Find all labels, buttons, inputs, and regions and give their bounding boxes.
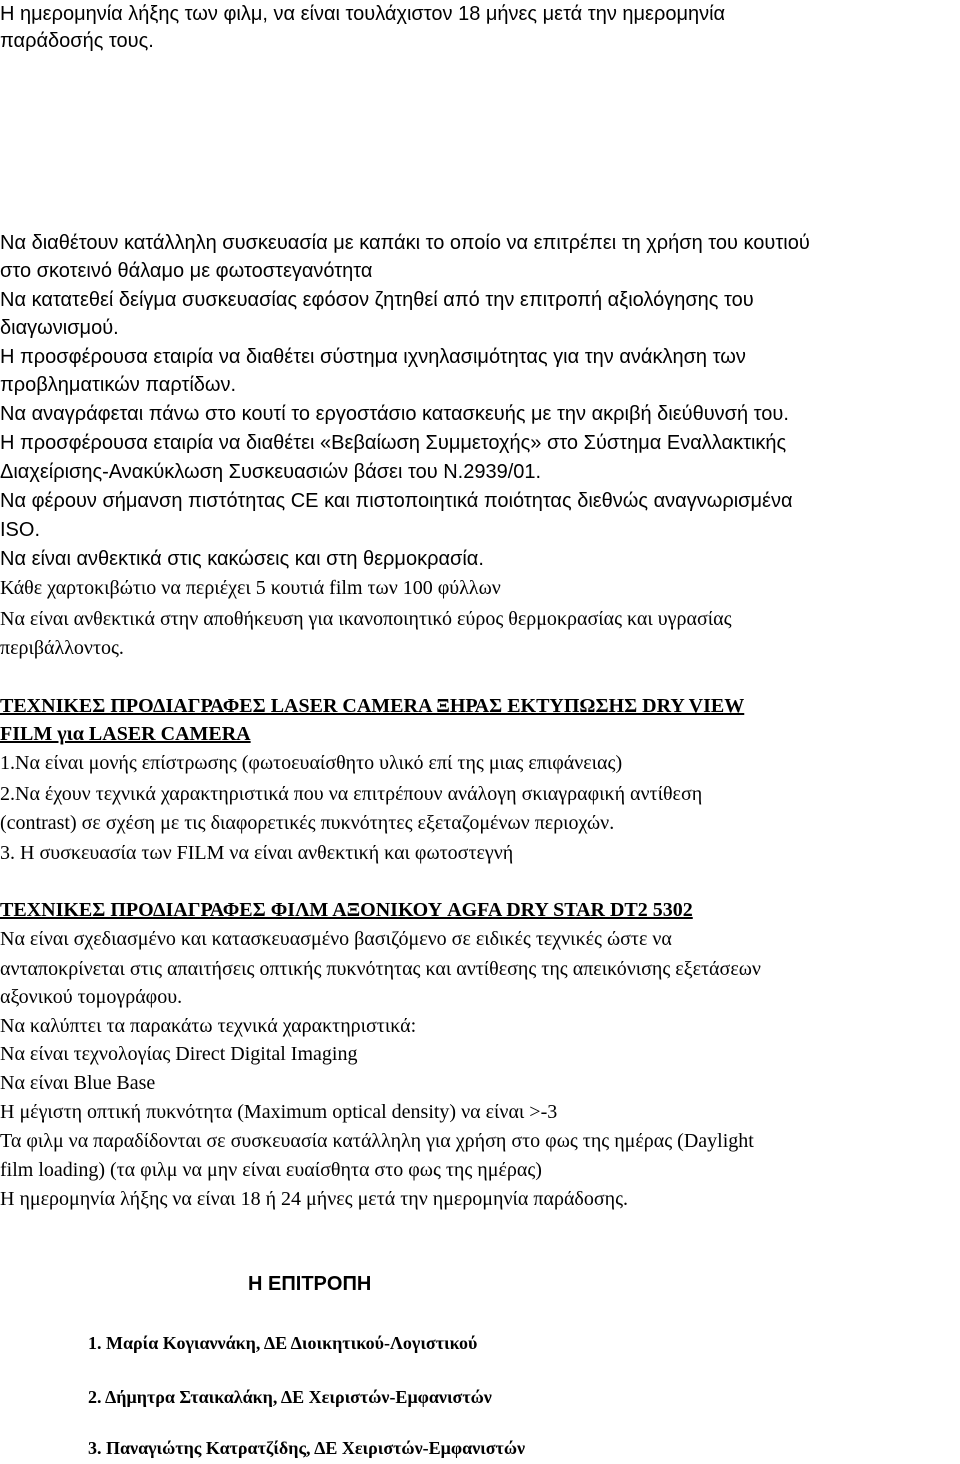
intro-line: Η ημερομηνία λήξης των φιλμ, να είναι τουλάχιστον 18 μήνες μετά την ημερομηνία [0,3,726,25]
requirement-line: Να διαθέτουν κατάλληλη συσκευασία με καπάκι το οποίο να επιτρέπει τη χρήση του κουτιού [0,232,810,254]
spec-line: ανταποκρίνεται στις απαιτήσεις οπτικής πυκνότητας και αντίθεσης της απεικόνισης εξετάσεων [0,958,761,980]
spec-line: Να καλύπτει τα παρακάτω τεχνικά χαρακτηριστικά: [0,1015,417,1037]
requirement-line: στο σκοτεινό θάλαμο με φωτοστεγανότητα [0,260,373,282]
spec-line: 1.Να είναι μονής επίστρωσης (φωτοευαίσθητο υλικό επί της μιας επιφάνειας) [0,752,623,774]
committee-member: 2. Δήμητρα Σταικαλάκη, ΔΕ Χειριστών-Εμφανιστών [88,1387,492,1407]
spec-line: Η ημερομηνία λήξης να είναι 18 ή 24 μήνες μετά την ημερομηνία παράδοσης. [0,1188,629,1210]
intro-line: παράδοσής τους. [0,30,154,52]
committee-title: Η ΕΠΙΤΡΟΠΗ [248,1273,372,1295]
spec-line: Να είναι Blue Base [0,1072,156,1094]
requirement-line: Να είναι ανθεκτικά στις κακώσεις και στη θερμοκρασία. [0,548,484,570]
requirement-line: Να αναγράφεται πάνω στο κουτί το εργοστάσιο κατασκευής με την ακριβή διεύθυνσή του. [0,403,789,425]
requirement-line: ISO. [0,519,41,541]
spec-line: Τα φιλμ να παραδίδονται σε συσκευασία κατάλληλη για χρήση στο φως της ημέρας (Daylight [0,1130,754,1152]
requirement-line: Να είναι ανθεκτικά στην αποθήκευση για ικανοποιητικό εύρος θερμοκρασίας και υγρασίας [0,608,732,630]
spec-line: (contrast) σε σχέση με τις διαφορετικές πυκνότητες εξεταζομένων περιοχών. [0,812,615,834]
section-heading-laser-camera-cont: FILM για LASER CAMERA [0,723,251,745]
requirement-line: Να φέρουν σήμανση πιστότητας CE και πιστοποιητικά ποιότητας διεθνώς αναγνωρισμένα [0,490,793,512]
section-heading-laser-camera: ΤΕΧΝΙΚΕΣ ΠΡΟΔΙΑΓΡΑΦΕΣ LASER CAMERA ΞΗΡΑΣ ΕΚΤΥΠΩΣΗΣ DRY VIEW [0,695,745,717]
committee-member: 3. Παναγιώτης Κατρατζίδης, ΔΕ Χειριστών-Εμφανιστών [88,1438,526,1458]
requirement-line: προβληματικών παρτίδων. [0,374,237,396]
requirement-line: Κάθε χαρτοκιβώτιο να περιέχει 5 κουτιά film των 100 φύλλων [0,577,501,599]
requirement-line: Η προσφέρουσα εταιρία να διαθέτει σύστημα ιχνηλασιμότητας για την ανάκληση των [0,346,746,368]
spec-line: film loading) (τα φιλμ να μην είναι ευαίσθητα στο φως της ημέρας) [0,1159,542,1181]
requirement-line: περιβάλλοντος. [0,637,124,659]
requirement-line: Να κατατεθεί δείγμα συσκευασίας εφόσον ζητηθεί από την επιτροπή αξιολόγησης του [0,289,754,311]
spec-line: Να είναι τεχνολογίας Direct Digital Imaging [0,1043,358,1065]
requirement-line: Η προσφέρουσα εταιρία να διαθέτει «Βεβαίωση Συμμετοχής» στο Σύστημα Εναλλακτικής [0,432,787,454]
section-heading-agfa-film: ΤΕΧΝΙΚΕΣ ΠΡΟΔΙΑΓΡΑΦΕΣ ΦΙΛΜ ΑΞΟΝΙΚΟΥ AGFA DRY STAR DT2 5302 [0,899,693,921]
spec-line: 2.Να έχουν τεχνικά χαρακτηριστικά που να επιτρέπουν ανάλογη σκιαγραφική αντίθεση [0,783,703,805]
spec-line: αξονικού τομογράφου. [0,986,183,1008]
spec-line: 3. Η συσκευασία των FILM να είναι ανθεκτική και φωτοστεγνή [0,842,514,864]
requirement-line: διαγωνισμού. [0,317,119,339]
spec-line: Η μέγιστη οπτική πυκνότητα (Maximum optical density) να είναι >-3 [0,1101,558,1123]
committee-member: 1. Μαρία Κογιαννάκη, ΔΕ Διοικητικού-Λογιστικού [88,1333,478,1353]
requirement-line: Διαχείρισης-Ανακύκλωση Συσκευασιών βάσει του Ν.2939/01. [0,461,542,483]
spec-line: Να είναι σχεδιασμένο και κατασκευασμένο βασιζόμενο σε ειδικές τεχνικές ώστε να [0,928,672,950]
